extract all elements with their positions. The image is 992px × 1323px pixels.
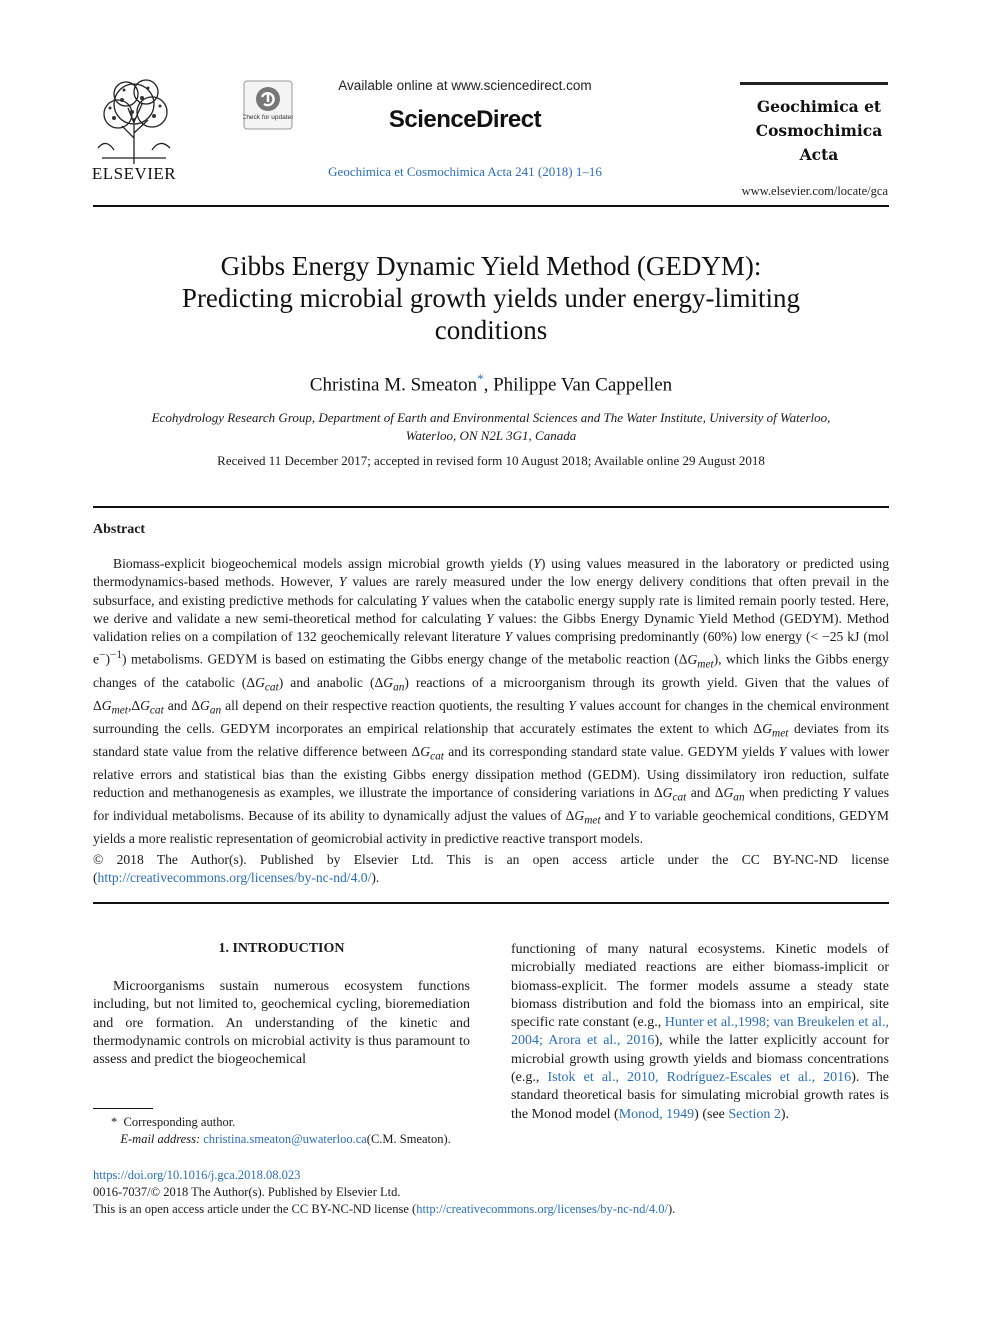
intro-text: ). [780,1106,790,1122]
oa-text: This is an open access article under the CC BY-NC-ND license ( [93,1202,417,1216]
license-link[interactable]: http://creativecommons.org/licenses/by-nc-nd/4.0/ [97,870,372,886]
check-updates-icon [243,80,293,130]
open-access-statement [93,1202,889,1217]
abstract-heading: Abstract [93,522,146,537]
journal-name-line: Cosmochimica [755,121,883,140]
abstract-body [93,555,889,849]
elsevier-tree-icon [92,78,176,164]
section-link[interactable]: Section 2 [728,1106,781,1122]
journal-citation-link[interactable]: Geochimica et Cosmochimica Acta 241 (2018) 1–16 [328,164,602,179]
article-title [93,250,889,346]
title-line: conditions [434,315,548,345]
author-name[interactable]: Christina M. Smeaton [309,374,478,396]
license-close: ). [371,870,380,886]
affiliation-line: Ecohydrology Research Group, Department of Earth and Environmental Sciences and The Water Institute, University of Waterloo, [151,410,831,425]
abstract-top-divider [93,506,889,508]
check-updates-label: Check for updates [243,114,293,121]
reference-link[interactable]: Hunter et al.,1998; van Breukelen et al., 2004; Arora et al., 2016 [511,1015,889,1049]
author-name[interactable]: Philippe Van Cappellen [493,374,673,396]
available-online-text: Available online at www.sciencedirect.com [338,78,592,93]
email-link[interactable]: christina.smeaton@uwaterloo.ca [203,1132,367,1146]
article-dates: Received 11 December 2017; accepted in revised form 10 August 2018; Available online 29 August 2018 [217,453,765,468]
footnote [93,1114,483,1148]
footnote-mark: * [111,1115,118,1129]
abstract-license [93,851,889,888]
issn-copyright: 0016-7037/© 2018 The Author(s). Published by Elsevier Ltd. [93,1185,401,1199]
intro-paragraph-continued [511,941,889,1124]
intro-text: ) (see [694,1106,729,1122]
elsevier-logo [84,78,184,183]
abstract-paragraph: Biomass-explicit biogeochemical models assign microbial growth yields (Y) using values measured in the laboratory or predicted using thermodynamics-based methods. However, Y values are rarely measured under the low energy delivery conditions that often prevail in the subsurface, and existing predictive methods for calculating Y values when the catabolic energy supply rate is limited remain poorly tested. Here, we derive and validate a new semi-theoretical method for calculating Y values: the Gibbs Energy Dynamic Yield Method (GEDYM). Method validation relies on a compilation of 132 geochemically relevant literature Y values comprising predominantly (60%) low energy (< −25 kJ (mol e−)$^{-1}$) metabolisms. GEDYM is based on estimating the Gibbs energy change of the metabolic reaction $(\Delta G_{met})$, which links the Gibbs energy changes of the catabolic $(\Delta G_{cat})$ and anabolic $(\Delta G_{an})$ reactions of a microorganism through its growth yield. Given that the values of $\Delta G_{met},\Delta G_{cat}$ and $\Delta G_{an}$ all depend on their respective reaction quotients, the resulting Y values account for changes in the chemical environment surrounding the cells. GEDYM incorporates an empirical relationship that accurately estimates the extent to which $\Delta G_{met}$ deviates from its standard state value from the relative difference between $\Delta G_{cat}$ and its corresponding standard state value. GEDYM yields Y values with lower relative errors and statistical bias than the existing Gibbs energy dissipation method (GEDM). Using dissimilatory iron reduction, sulfate reduction and methanogenesis as examples, we illustrate the importance of considering variations in $\Delta G_{cat}$ and $\Delta G_{an}$ when predicting Y values for individual metabolisms. Because of its ability to dynamically adjust the values of $\Delta G_{met}$ and Y to variable geochemical conditions, GEDYM yields a more realistic representation of geomicrobial activity in predictive reactive transport models. [93,556,890,847]
header-divider [93,205,889,207]
doi-link[interactable]: https://doi.org/10.1016/j.gca.2018.08.023 [93,1168,301,1182]
corresponding-author-mark[interactable]: * [477,371,484,386]
journal-name-line: Acta [799,145,839,164]
left-column [93,978,470,1069]
footnote-label: Corresponding author. [123,1115,236,1129]
email-owner: (C.M. Smeaton). [366,1132,451,1146]
footnote-email [93,1131,483,1148]
email-label: E-mail address: [120,1132,201,1146]
affiliation [93,409,889,445]
reference-link[interactable]: Istok et al., 2010, Rodríguez-Escales et al., 2016 [547,1070,852,1086]
journal-name-rule [740,82,888,85]
intro-text: ), while the latter explicitly account for microbial growth using growth yields and biomass concentrations (e.g., [511,1033,889,1086]
oa-license-link[interactable]: http://creativecommons.org/licenses/by-nc-nd/4.0/ [416,1202,668,1216]
right-column [511,941,889,1124]
reference-link[interactable]: Monod, 1949 [618,1106,695,1122]
intro-text: ). The standard theoretical basis for simulating microbial growth rates is the Monod model ( [511,1070,889,1122]
title-line: Gibbs Energy Dynamic Yield Method (GEDYM): [220,251,762,281]
affiliation-line: Waterloo, ON N2L 3G1, Canada [405,428,577,443]
journal-name-line: Geochimica et [756,97,882,116]
footnote-rule [93,1108,153,1109]
footnote-corresponding [93,1114,483,1131]
journal-url[interactable]: www.elsevier.com/locate/gca [741,184,888,198]
check-for-updates-badge[interactable] [243,80,293,130]
section-heading: 1. INTRODUCTION [218,941,345,956]
sciencedirect-logo[interactable]: ScienceDirect [388,106,542,133]
intro-paragraph: Microorganisms sustain numerous ecosystem functions including, but not limited to, geochemical cycling, bioremediation and ore formation. An understanding of the kinetic and thermodynamic controls on microbial activity is thus paramount to assess and predict the biogeochemical [93,979,470,1068]
license-text: © 2018 The Author(s). Published by Elsevier Ltd. This is an open access article under the CC BY-NC-ND license ( [93,852,889,886]
author-list [93,371,889,396]
author-separator: , [483,374,494,396]
abstract-bottom-divider [93,902,889,904]
elsevier-wordmark: ELSEVIER [91,164,177,183]
title-line: Predicting microbial growth yields under energy-limiting [181,283,801,313]
intro-text: functioning of many natural ecosystems. Kinetic models of microbially mediated reactions are either biomass-implicit or biomass-explicit. The former models assume a steady state biomass distribution and fold the biomass into an empirical, site specific rate constant (e.g., [511,942,889,1031]
oa-close: ). [667,1202,676,1216]
journal-name [740,95,898,167]
